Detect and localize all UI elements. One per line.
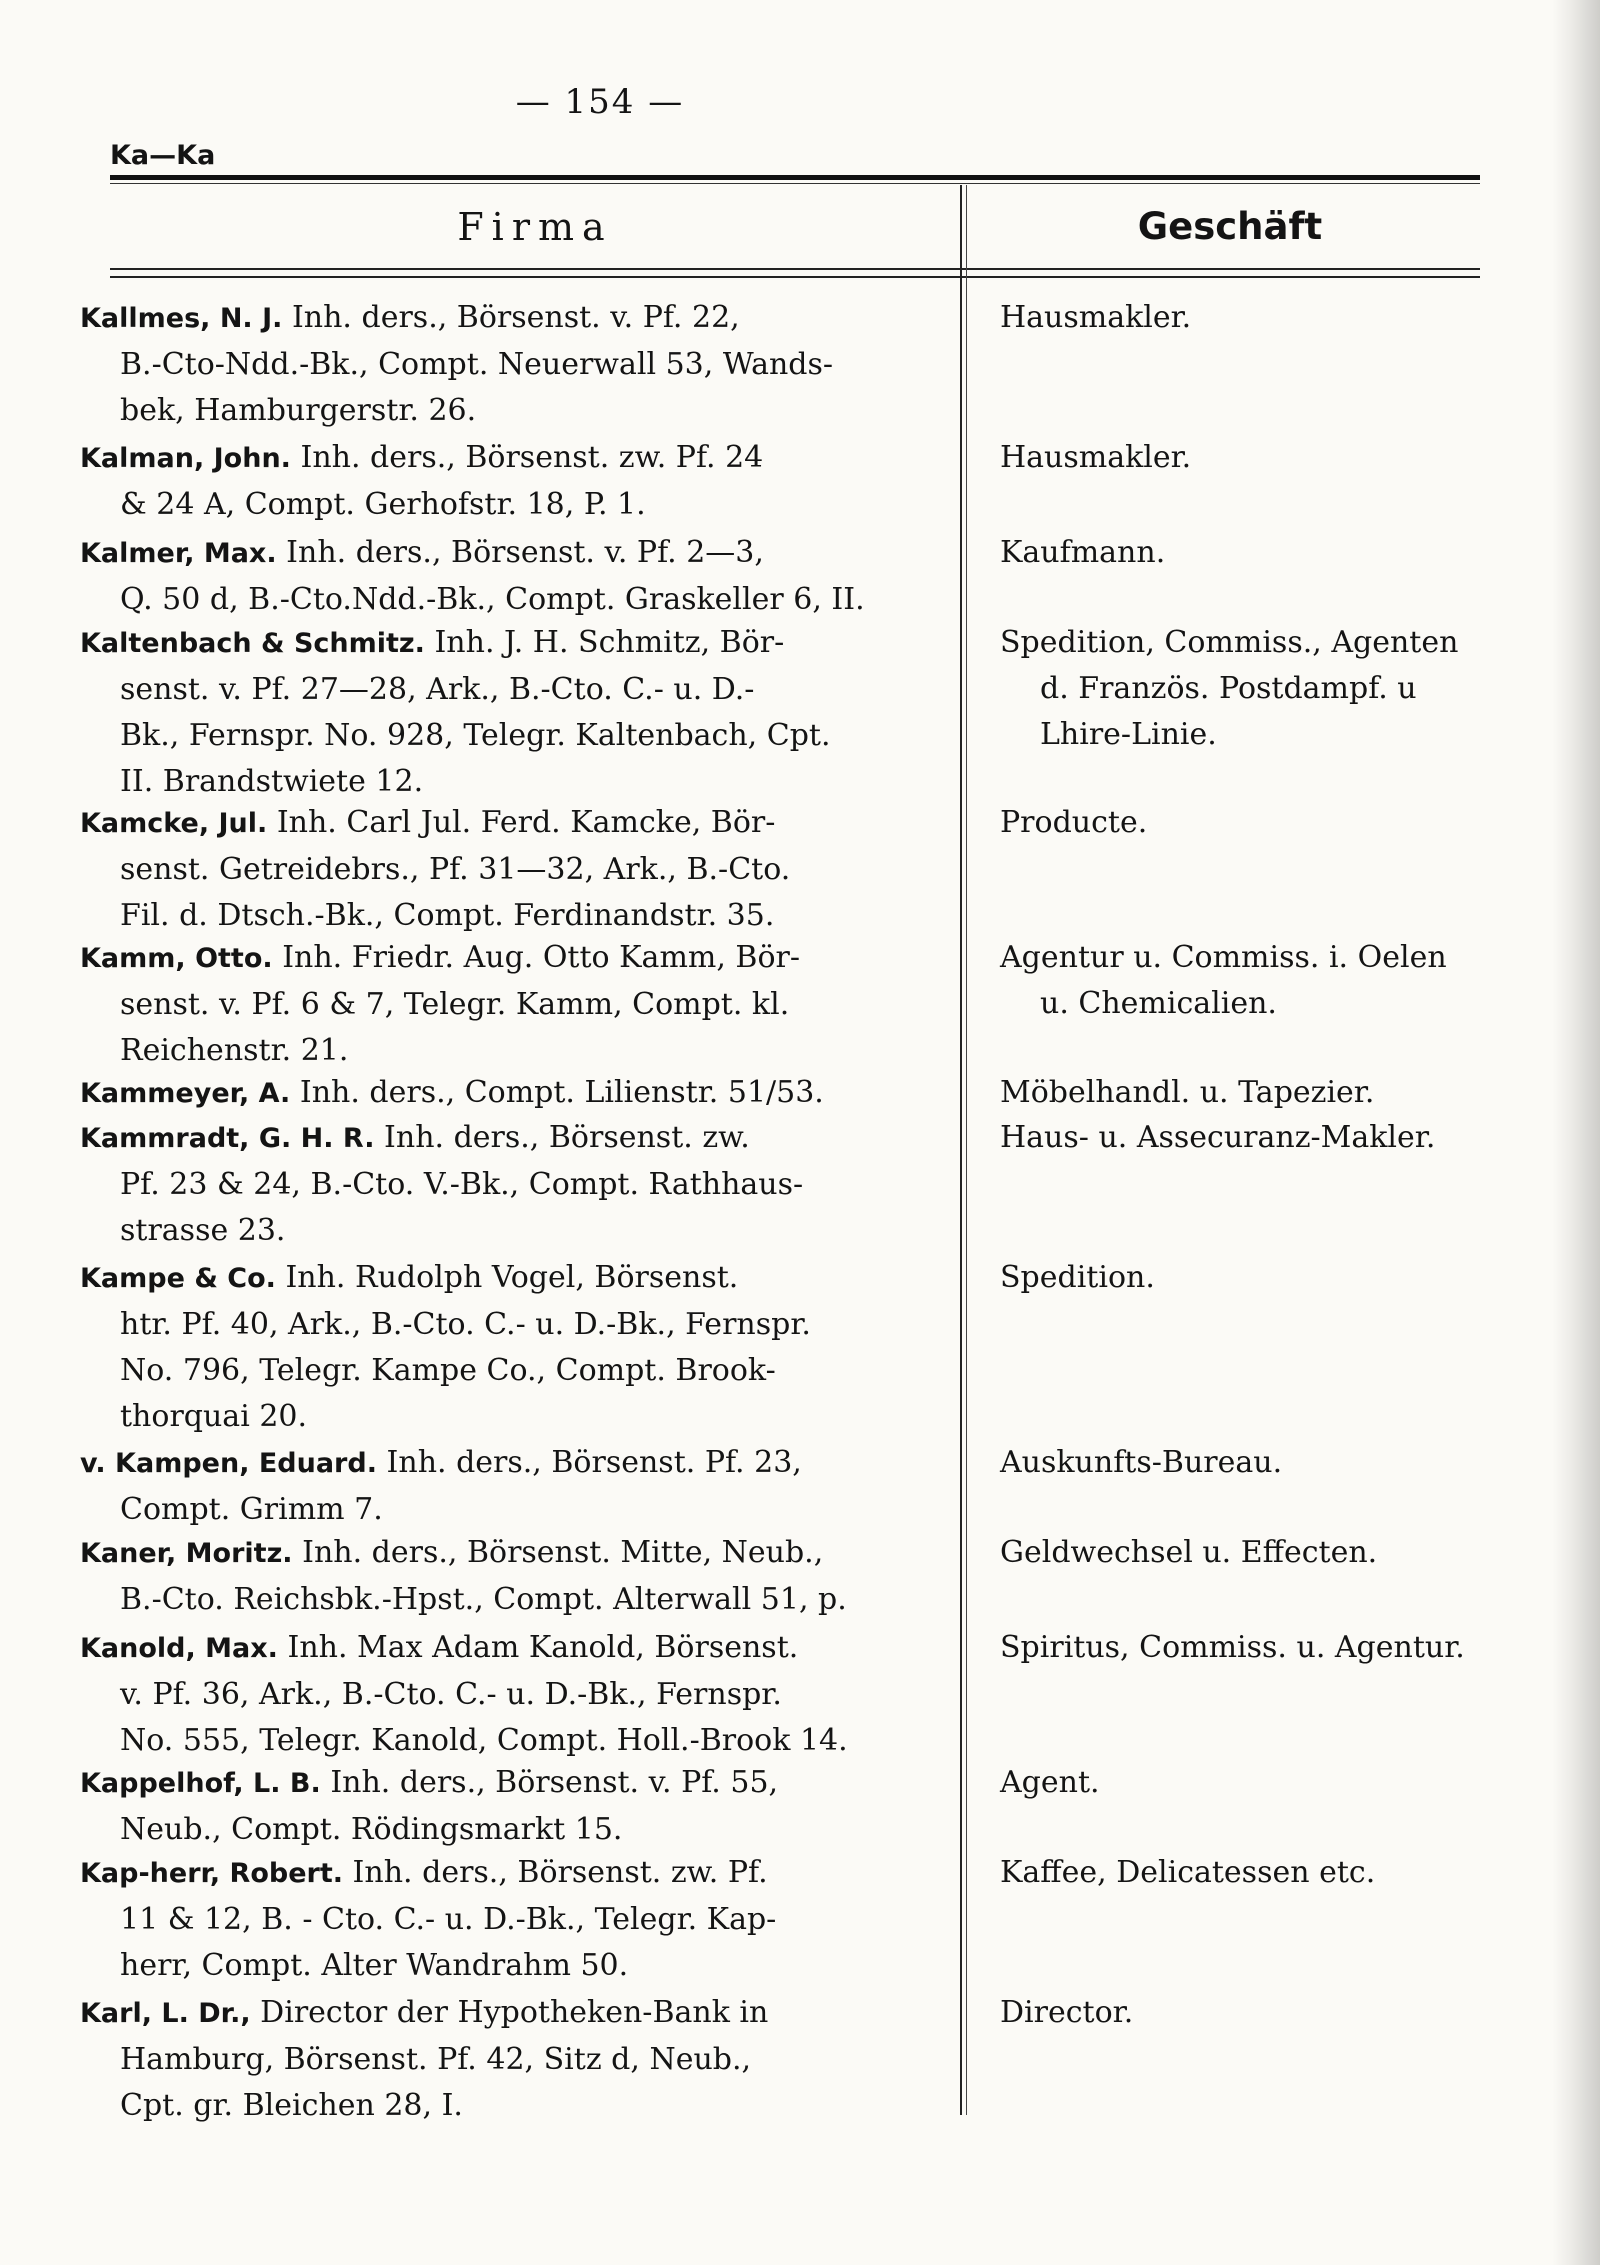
- entry-line: [80, 2037, 950, 2083]
- column-header-firma: Firma: [457, 205, 613, 249]
- header-rule-thin: [110, 183, 1480, 184]
- page-edge-shadow: [1552, 0, 1600, 2265]
- entry-line-text: senst. v. Pf. 6 & 7, Telegr. Kamm, Compt. kl.: [120, 987, 790, 1022]
- page-number: — 154 —: [515, 82, 685, 122]
- entry-name: Kanold, Max.: [80, 1633, 278, 1664]
- entry-line: [80, 759, 950, 805]
- entry-firma: [80, 1255, 950, 1440]
- entry-line-text: Cpt. gr. Bleichen 28, I.: [120, 2088, 463, 2123]
- entry-line-text: Inh. ders., Börsenst. Pf. 23,: [386, 1445, 802, 1480]
- entry-line: [80, 388, 950, 434]
- section-key: Ka—Ka: [110, 140, 216, 171]
- entry-line-text: & 24 A, Compt. Gerhofstr. 18, P. 1.: [120, 487, 646, 522]
- entry-line-text: Inh. J. H. Schmitz, Bör-: [434, 625, 785, 660]
- geschaeft-line: Producte.: [1000, 805, 1148, 840]
- geschaeft-line: Director.: [1000, 1995, 1134, 2030]
- entry-name: Kammradt, G. H. R.: [80, 1123, 375, 1154]
- entry-line-text: Inh. ders., Börsenst. Mitte, Neub.,: [302, 1535, 824, 1570]
- entry-geschaeft: [1000, 295, 1540, 341]
- entry-line-text: Bk., Fernspr. No. 928, Telegr. Kaltenbach, Cpt.: [120, 718, 831, 753]
- entry-name: Kalman, John.: [80, 443, 291, 474]
- entry-line: [80, 1028, 950, 1074]
- column-header-rule-double: [110, 276, 1480, 278]
- entry-name: Kallmes, N. J.: [80, 303, 283, 334]
- geschaeft-line: Hausmakler.: [1000, 300, 1192, 335]
- entry-firma: [80, 1070, 950, 1117]
- entry-line: [80, 1302, 950, 1348]
- geschaeft-line: Auskunfts-Bureau.: [1000, 1445, 1283, 1480]
- entry-line: [80, 1625, 950, 1672]
- geschaeft-line: Agent.: [1000, 1765, 1100, 1800]
- entry-line-text: Compt. Grimm 7.: [120, 1492, 383, 1527]
- entry-line-text: Inh. ders., Börsenst. zw. Pf. 24: [300, 440, 764, 475]
- entry-line: [80, 1990, 950, 2037]
- entry-firma: [80, 1990, 950, 2129]
- entry-line: [80, 935, 950, 982]
- entry-line: [80, 713, 950, 759]
- entry-line-text: B.-Cto. Reichsbk.-Hpst., Compt. Alterwall 51, p.: [120, 1582, 847, 1617]
- entry-firma: [80, 1760, 950, 1853]
- entry-firma: [80, 530, 950, 623]
- entry-line-text: Inh. ders., Börsenst. v. Pf. 55,: [330, 1765, 779, 1800]
- geschaeft-line: Hausmakler.: [1000, 440, 1192, 475]
- header-rule: [110, 175, 1480, 180]
- entry-line-text: Reichenstr. 21.: [120, 1033, 349, 1068]
- entry-line: [80, 893, 950, 939]
- column-divider: [960, 185, 962, 2115]
- entry-line-text: thorquai 20.: [120, 1399, 308, 1434]
- entry-line-text: Pf. 23 & 24, B.-Cto. V.-Bk., Compt. Rathhaus-: [120, 1167, 804, 1202]
- entry-name: Kap-herr, Robert.: [80, 1858, 343, 1889]
- geschaeft-line: Möbelhandl. u. Tapezier.: [1000, 1075, 1375, 1110]
- entry-line: [80, 1760, 950, 1807]
- entry-name: Kalmer, Max.: [80, 538, 277, 569]
- entry-firma: [80, 800, 950, 939]
- entry-line: [80, 1807, 950, 1853]
- entry-line-text: Inh. Rudolph Vogel, Börsenst.: [285, 1260, 739, 1295]
- entry-firma: [80, 1530, 950, 1623]
- entry-line: [80, 1943, 950, 1989]
- entry-geschaeft: [1000, 1850, 1540, 1896]
- entry-line-text: v. Pf. 36, Ark., B.-Cto. C.- u. D.-Bk., Fernspr.: [120, 1677, 782, 1712]
- entry-line-text: herr, Compt. Alter Wandrahm 50.: [120, 1948, 629, 1983]
- entry-name: Kappelhof, L. B.: [80, 1768, 321, 1799]
- entry-line-text: senst. Getreidebrs., Pf. 31—32, Ark., B.-Cto.: [120, 852, 791, 887]
- entry-line: [80, 1208, 950, 1254]
- geschaeft-line: Spiritus, Commiss. u. Agentur.: [1000, 1630, 1465, 1665]
- entry-firma: [80, 435, 950, 528]
- entry-line: [80, 1530, 950, 1577]
- entry-firma: [80, 620, 950, 805]
- entry-line: [80, 2083, 950, 2129]
- entry-line-text: Inh. Max Adam Kanold, Börsenst.: [287, 1630, 799, 1665]
- entry-geschaeft: [1000, 1990, 1540, 2036]
- entry-line-text: 11 & 12, B. - Cto. C.- u. D.-Bk., Telegr. Kap-: [120, 1902, 777, 1937]
- entry-geschaeft: [1000, 1440, 1540, 1486]
- entry-line: [80, 1440, 950, 1487]
- entry-line: [80, 1487, 950, 1533]
- entry-geschaeft: [1000, 800, 1540, 846]
- entry-line-text: htr. Pf. 40, Ark., B.-Cto. C.- u. D.-Bk., Fernspr.: [120, 1307, 811, 1342]
- entry-line: [80, 667, 950, 713]
- entry-line: [80, 620, 950, 667]
- entry-line: [80, 342, 950, 388]
- entry-firma: [80, 1440, 950, 1533]
- entry-line: [80, 982, 950, 1028]
- entry-line-text: II. Brandstwiete 12.: [120, 764, 424, 799]
- entry-line: [80, 577, 950, 623]
- entry-line-text: Inh. ders., Börsenst. zw.: [384, 1120, 750, 1155]
- entry-name: Kampe & Co.: [80, 1263, 276, 1294]
- entry-firma: [80, 1625, 950, 1764]
- entry-line-text: No. 555, Telegr. Kanold, Compt. Holl.-Brook 14.: [120, 1723, 848, 1758]
- entry-line: [80, 1115, 950, 1162]
- entry-geschaeft: [1000, 1115, 1540, 1161]
- entry-line-text: Inh. Friedr. Aug. Otto Kamm, Bör-: [282, 940, 800, 975]
- entry-line: [80, 435, 950, 482]
- entry-name: Karl, L. Dr.,: [80, 1998, 251, 2029]
- entry-line: [80, 1348, 950, 1394]
- column-header-rule: [110, 268, 1480, 270]
- entry-name: Kamcke, Jul.: [80, 808, 268, 839]
- column-divider-double: [966, 185, 967, 2115]
- entry-line-text: senst. v. Pf. 27—28, Ark., B.-Cto. C.- u. D.-: [120, 672, 755, 707]
- entry-line-text: Q. 50 d, B.-Cto.Ndd.-Bk., Compt. Graskeller 6, II.: [120, 582, 865, 617]
- entry-line: [80, 482, 950, 528]
- entry-line-text: Hamburg, Börsenst. Pf. 42, Sitz d, Neub.,: [120, 2042, 752, 2077]
- entry-line-text: Fil. d. Dtsch.-Bk., Compt. Ferdinandstr. 35.: [120, 898, 775, 933]
- geschaeft-line: Kaufmann.: [1000, 535, 1166, 570]
- geschaeft-line: Spedition.: [1000, 1260, 1155, 1295]
- entry-firma: [80, 935, 950, 1074]
- geschaeft-line: d. Französ. Postdampf. u: [1040, 671, 1417, 706]
- entry-firma: [80, 1850, 950, 1989]
- entry-geschaeft: [1000, 1625, 1540, 1671]
- entry-line: [80, 1394, 950, 1440]
- entry-geschaeft: [1000, 530, 1540, 576]
- entry-line: [80, 1577, 950, 1623]
- entry-name: Kaner, Moritz.: [80, 1538, 293, 1569]
- entry-line: [80, 530, 950, 577]
- entry-line-text: Inh. ders., Börsenst. v. Pf. 2—3,: [286, 535, 764, 570]
- column-header-geschaeft: Geschäft: [1137, 205, 1323, 248]
- entry-line: [80, 800, 950, 847]
- geschaeft-line: Agentur u. Commiss. i. Oelen: [1000, 940, 1447, 975]
- entry-geschaeft: [1000, 620, 1540, 758]
- geschaeft-line: Lhire-Linie.: [1040, 717, 1217, 752]
- entry-line: [80, 1070, 950, 1117]
- entry-line: [80, 1718, 950, 1764]
- entry-geschaeft: [1000, 435, 1540, 481]
- entry-line-text: Inh. ders., Börsenst. zw. Pf.: [352, 1855, 768, 1890]
- entry-name: Kaltenbach & Schmitz.: [80, 628, 425, 659]
- geschaeft-line: Kaffee, Delicatessen etc.: [1000, 1855, 1376, 1890]
- entry-name: v. Kampen, Eduard.: [80, 1448, 377, 1479]
- entry-line-text: Inh. ders., Compt. Lilienstr. 51/53.: [299, 1075, 824, 1110]
- entry-line: [80, 295, 950, 342]
- entry-line-text: B.-Cto-Ndd.-Bk., Compt. Neuerwall 53, Wands-: [120, 347, 834, 382]
- entry-firma: [80, 1115, 950, 1254]
- entry-geschaeft: [1000, 935, 1540, 1027]
- entry-line: [80, 847, 950, 893]
- entry-line-text: Inh. ders., Börsenst. v. Pf. 22,: [291, 300, 740, 335]
- entry-geschaeft: [1000, 1070, 1540, 1116]
- entry-line-text: strasse 23.: [120, 1213, 286, 1248]
- entry-name: Kamm, Otto.: [80, 943, 273, 974]
- entry-line-text: bek, Hamburgerstr. 26.: [120, 393, 477, 428]
- entry-line-text: Director der Hypotheken-Bank in: [260, 1995, 769, 2030]
- geschaeft-line: Haus- u. Assecuranz-Makler.: [1000, 1120, 1436, 1155]
- entry-line: [80, 1850, 950, 1897]
- entry-geschaeft: [1000, 1760, 1540, 1806]
- entry-line: [80, 1162, 950, 1208]
- entry-name: Kammeyer, A.: [80, 1078, 291, 1109]
- entry-geschaeft: [1000, 1255, 1540, 1301]
- geschaeft-line: u. Chemicalien.: [1040, 986, 1277, 1021]
- entry-line: [80, 1255, 950, 1302]
- entry-line: [80, 1897, 950, 1943]
- entry-line-text: No. 796, Telegr. Kampe Co., Compt. Brook-: [120, 1353, 776, 1388]
- entry-geschaeft: [1000, 1530, 1540, 1576]
- geschaeft-line: Geldwechsel u. Effecten.: [1000, 1535, 1378, 1570]
- entry-firma: [80, 295, 950, 434]
- entry-line-text: Inh. Carl Jul. Ferd. Kamcke, Bör-: [276, 805, 776, 840]
- entry-line-text: Neub., Compt. Rödingsmarkt 15.: [120, 1812, 623, 1847]
- geschaeft-line: Spedition, Commiss., Agenten: [1000, 625, 1459, 660]
- entry-line: [80, 1672, 950, 1718]
